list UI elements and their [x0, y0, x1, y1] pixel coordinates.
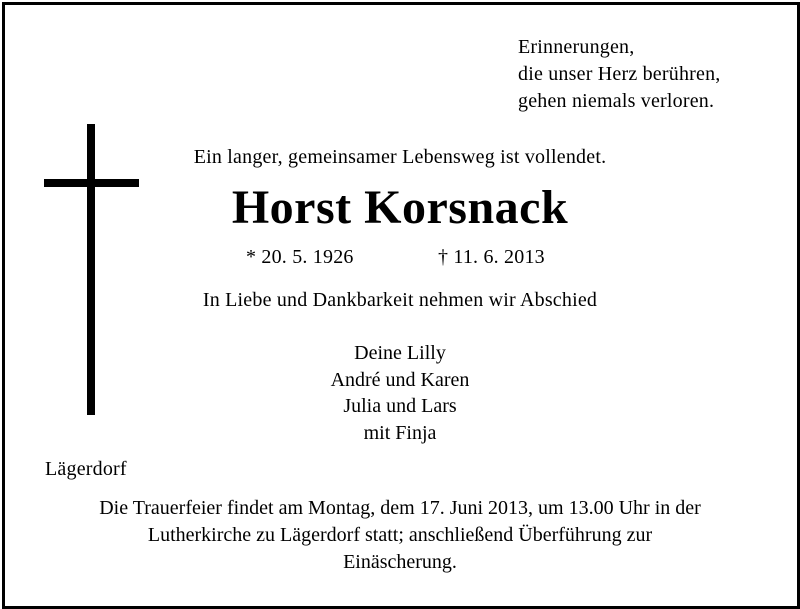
farewell-text: In Liebe und Dankbarkeit nehmen wir Abschied — [202, 289, 598, 311]
death-date: † 11. 6. 2013 — [438, 246, 545, 268]
funeral-line: Die Trauerfeier findet am Montag, dem 17. Juni 2013, um 13.00 Uhr in der — [99, 497, 701, 519]
funeral-info — [0, 495, 800, 576]
verse-line: gehen niemals verloren. — [518, 90, 715, 112]
intro-text: Ein langer, gemeinsamer Lebensweg ist vollendet. — [193, 146, 607, 168]
family-member: Julia und Lars — [343, 395, 457, 417]
verse — [518, 34, 721, 115]
deceased-name: Horst Korsnack — [231, 181, 569, 234]
verse-line: Erinnerungen, — [518, 36, 635, 58]
family-member: Deine Lilly — [354, 342, 446, 364]
birth-date: * 20. 5. 1926 — [246, 246, 354, 268]
place-name: Lägerdorf — [45, 458, 127, 480]
family-list — [0, 340, 800, 446]
verse-line: die unser Herz berühren, — [518, 63, 721, 85]
funeral-line: Lutherkirche zu Lägerdorf statt; anschließend Überführung zur — [147, 524, 653, 546]
family-member: mit Finja — [363, 421, 437, 444]
funeral-line: Einäscherung. — [343, 551, 457, 573]
family-member: André und Karen — [330, 368, 470, 391]
